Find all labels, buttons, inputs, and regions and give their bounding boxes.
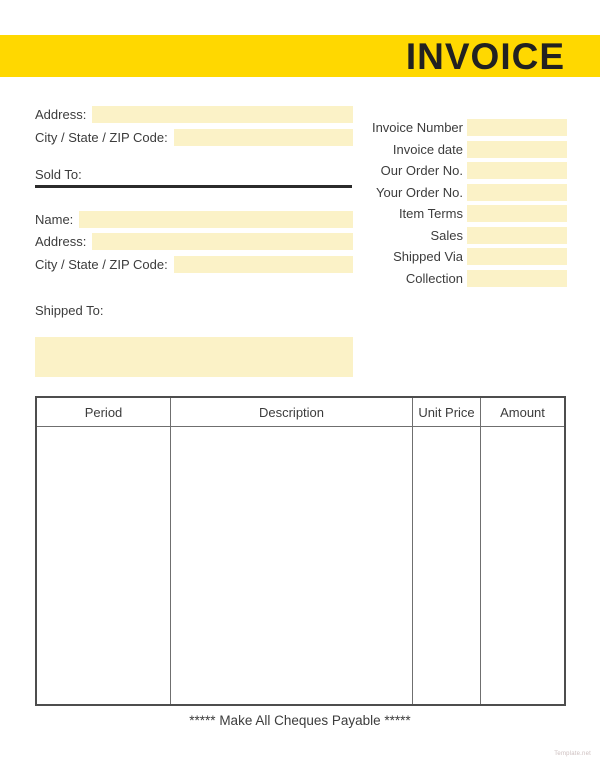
sold-to-underline	[35, 185, 352, 188]
collection-field[interactable]	[467, 270, 567, 287]
city-state-zip-row	[35, 129, 353, 146]
amount-cell[interactable]	[481, 427, 564, 704]
your-order-no-field[interactable]	[467, 184, 567, 201]
invoice-number-field[interactable]	[467, 119, 567, 136]
page-title: INVOICE	[405, 36, 565, 77]
items-table-header	[37, 398, 564, 427]
city-state-zip-field[interactable]	[174, 129, 353, 146]
invoice-date-label: Invoice date	[392, 142, 463, 157]
name-label: Name:	[35, 212, 74, 227]
shipped-via-label: Shipped Via	[393, 249, 463, 264]
invoice-date-field[interactable]	[467, 141, 567, 158]
sold-to-label: Sold To:	[35, 167, 82, 182]
name-field[interactable]	[79, 211, 353, 228]
name-row	[35, 211, 353, 228]
column-header-amount: Amount	[500, 404, 545, 420]
address2-row	[35, 233, 353, 250]
address2-label: Address:	[35, 234, 87, 249]
sales-field[interactable]	[467, 227, 567, 244]
description-cell[interactable]	[171, 427, 413, 704]
header-band	[0, 35, 600, 77]
item-terms-field[interactable]	[467, 205, 567, 222]
item-terms-label: Item Terms	[398, 206, 463, 221]
your-order-no-label: Your Order No.	[376, 185, 463, 200]
city-state-zip2-row	[35, 256, 353, 273]
invoice-number-label: Invoice Number	[371, 120, 463, 135]
template-watermark: Template.net	[554, 751, 591, 757]
shipped-to-label: Shipped To:	[35, 303, 104, 318]
address-field[interactable]	[92, 106, 353, 123]
items-table	[35, 396, 566, 706]
column-header-unit-price: Unit Price	[413, 398, 481, 426]
shipped-via-field[interactable]	[467, 248, 567, 265]
column-header-period: Period	[37, 398, 171, 426]
items-table-body	[37, 427, 564, 704]
address-row	[35, 106, 353, 123]
shipped-via-row	[340, 248, 567, 265]
sales-label: Sales	[430, 228, 463, 243]
column-header-description: Description	[171, 398, 413, 426]
city-state-zip2-label: City / State / ZIP Code:	[35, 257, 168, 272]
sales-row	[340, 227, 567, 244]
shipped-to-field[interactable]	[35, 337, 353, 377]
address-label: Address:	[35, 107, 87, 122]
unit-price-cell[interactable]	[413, 427, 481, 704]
your-order-no-row	[340, 184, 567, 201]
collection-row	[340, 270, 567, 287]
our-order-no-row	[340, 162, 567, 179]
invoice-date-row	[340, 141, 567, 158]
city-state-zip2-field[interactable]	[174, 256, 353, 273]
address2-field[interactable]	[92, 233, 353, 250]
item-terms-row	[340, 205, 567, 222]
period-cell[interactable]	[37, 427, 171, 704]
collection-label: Collection	[405, 271, 463, 286]
invoice-number-row	[340, 119, 567, 136]
cheques-payable-note: ***** Make All Cheques Payable *****	[189, 713, 411, 728]
our-order-no-label: Our Order No.	[380, 163, 463, 178]
city-state-zip-label: City / State / ZIP Code:	[35, 130, 168, 145]
our-order-no-field[interactable]	[467, 162, 567, 179]
